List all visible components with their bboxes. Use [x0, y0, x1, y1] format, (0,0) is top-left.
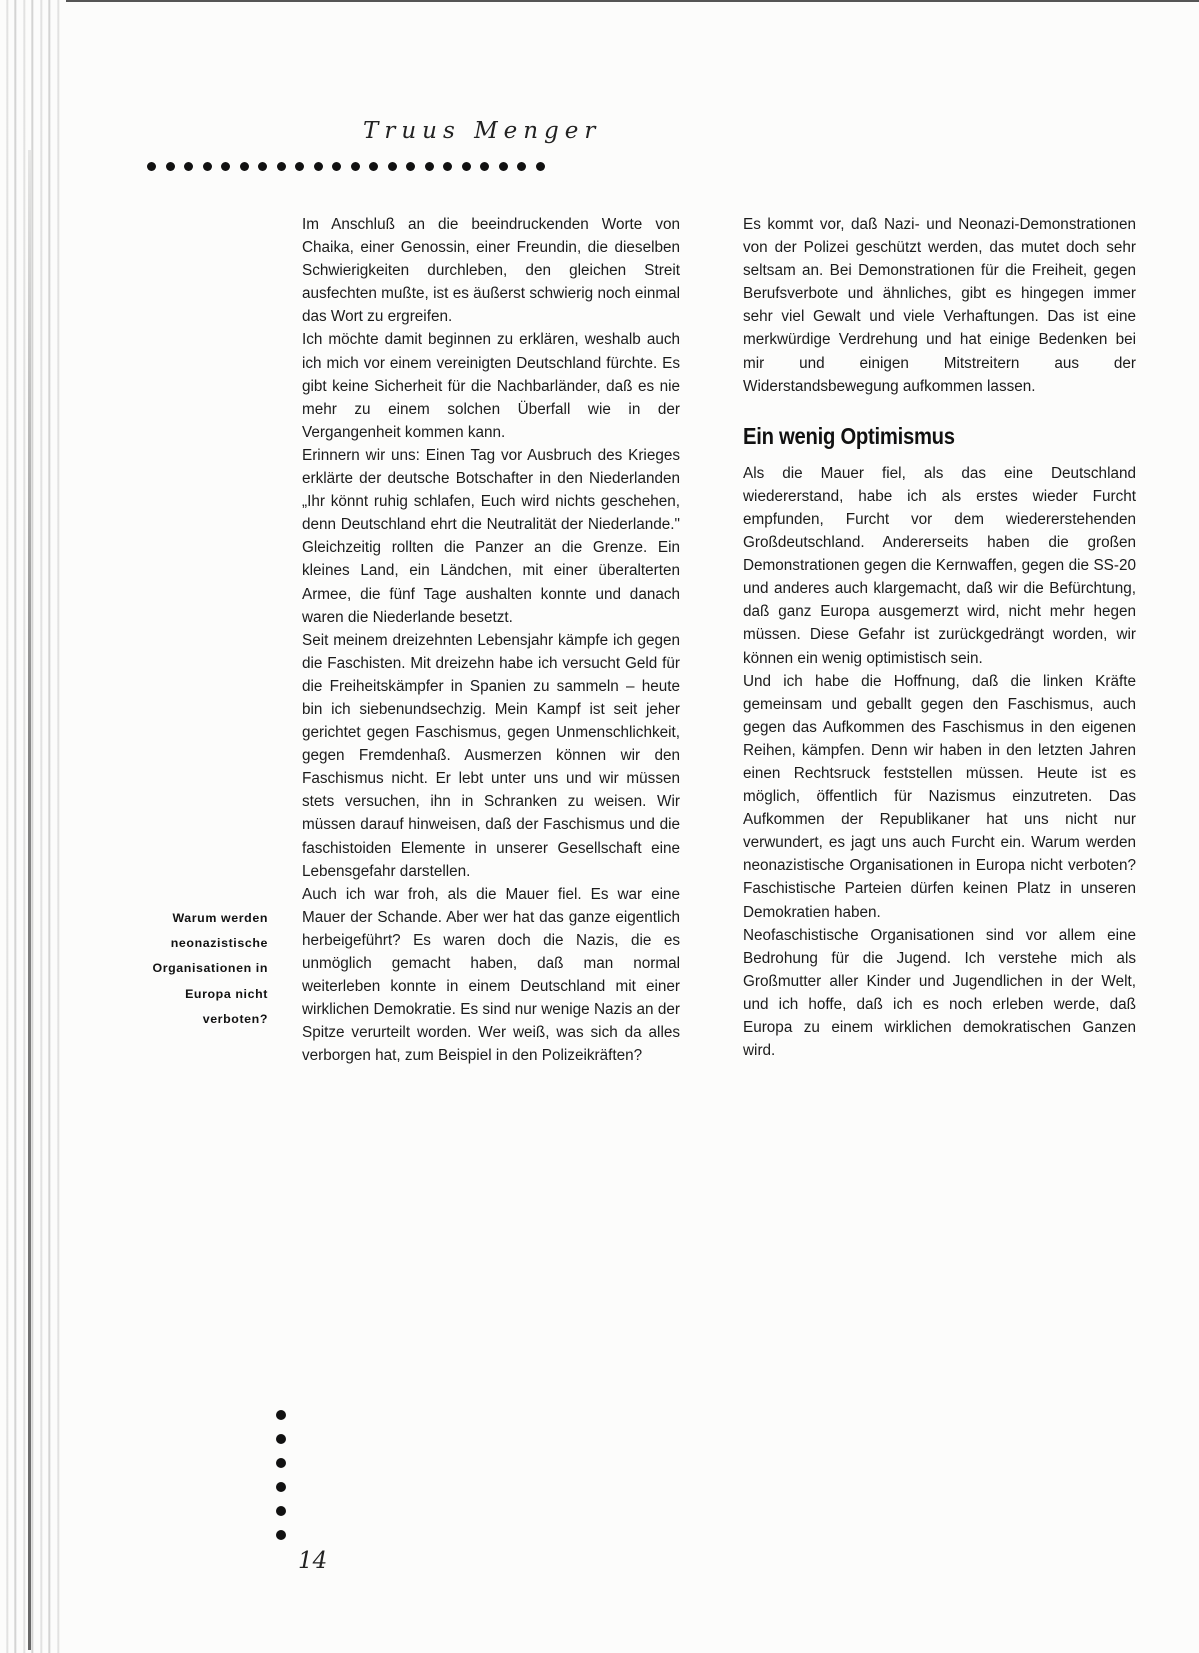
- ornament-dot: [369, 162, 378, 171]
- ornament-dot: [184, 162, 193, 171]
- ornament-dot: [295, 162, 304, 171]
- ornament-dot: [388, 162, 397, 171]
- page-number: 14: [298, 1548, 328, 1574]
- ornament-dot: [517, 162, 526, 171]
- ornament-dot: [314, 162, 323, 171]
- paragraph: Erinnern wir uns: Einen Tag vor Ausbruch des Krieges erklärte der deutsche Botschafter in den Niederlanden „Ihr könnt ruhig schlafen, Euch wird nichts geschehen, denn Deutschland ehrt die Neutralität der Niederlande." Gleichzeitig rollten die Panzer an die Grenze. Ein kleines Land, ein Ländchen, mit einer überalterten Armee, die fünf Tage aushalten konnte und danach waren die Niederlande besetzt.: [302, 446, 680, 626]
- ornament-dot: [166, 162, 175, 171]
- paragraph: Und ich habe die Hoffnung, daß die linken Kräfte gemeinsam und geballt gegen den Faschismus, auch gegen das Aufkommen des Faschismus in den eigenen Reihen, kämpfen. Denn wir haben in den letzten Jahren einen Rechtsruck feststellen müssen. Heute ist es möglich, öffentlich für Nazismus einzutreten. Das Aufkommen der Republikaner hat uns nicht nur verwundert, es jagt uns auch Furcht ein. Warum werden neonazistische Organisationen in Europa nicht verboten? Faschistische Parteien dürfen keinen Platz in unseren Demokratien haben.: [743, 672, 1136, 921]
- ornament-dot: [425, 162, 434, 171]
- ornament-dot: [276, 1410, 286, 1420]
- ornament-dot: [443, 162, 452, 171]
- ornament-dot: [480, 162, 489, 171]
- ornament-dot: [276, 1458, 286, 1468]
- ornament-dot: [276, 1434, 286, 1444]
- ornament-dot: [351, 162, 360, 171]
- ornament-dot: [499, 162, 508, 171]
- top-rule: [66, 0, 1199, 2]
- ornament-dot: [462, 162, 471, 171]
- ornament-dot: [203, 162, 212, 171]
- paragraph: Im Anschluß an die beeindruckenden Worte von Chaika, einer Genossin, einer Freundin, die dieselben Schwierigkeiten durchleben, den gleichen Streit ausfechten mußte, ist es äußerst schwierig noch einmal das Wort zu ergreifen.: [302, 216, 680, 326]
- ornament-dot: [332, 162, 341, 171]
- scan-edge-artifact: [0, 0, 60, 1653]
- section-heading: Ein wenig Optimismus: [743, 422, 955, 449]
- paragraph: Neofaschistische Organisationen sind vor allem eine Bedrohung für die Jugend. Ich verstehe mich als Großmutter aller Kinder und Jugendlichen in der Welt, und ich hoffe, daß ich es noch erleben werde, daß Europa zu einem wirklichen demokratischen Ganzen wird.: [743, 926, 1136, 1060]
- header-dot-row: [147, 162, 545, 171]
- ornament-dot: [258, 162, 267, 171]
- paragraph: Als die Mauer fiel, als das eine Deutschland wiedererstand, habe ich als erstes wieder Furcht empfunden, Furcht vor dem wiedererstehenden Großdeutschland. Andererseits haben die großen Demonstrationen gegen die Kernwaffen, gegen die SS-20 und anderes auch klargemacht, daß wir die Befürchtung, daß ganz Europa ausgemerzt wird, nicht mehr hegen müssen. Diese Gefahr ist zurückgedrängt worden, wir können ein wenig optimistisch sein.: [743, 464, 1136, 667]
- ornament-dot: [276, 1482, 286, 1492]
- ornament-dot: [536, 162, 545, 171]
- ornament-dot: [406, 162, 415, 171]
- margin-note: Warum werden neonazistische Organisationen in Europa nicht verboten?: [152, 911, 268, 1026]
- paragraph: Auch ich war froh, als die Mauer fiel. Es war eine Mauer der Schande. Aber wer hat das ganze eigentlich herbeigeführt? Es waren doch die Nazis, die es unmöglich gemacht haben, daß man normal weiterleben konnte in einem Deutschland mit einer wirklichen Demokratie. Es sind nur wenige Nazis an der Spitze verurteilt worden. Wer weiß, was sich da alles verborgen hat, zum Beispiel in den Polizeikräften?: [302, 885, 680, 1065]
- right-column: [743, 213, 1136, 1062]
- ornament-dot: [221, 162, 230, 171]
- ornament-dot: [276, 1506, 286, 1516]
- author-name: Truus Menger: [363, 118, 602, 144]
- ornament-dot: [240, 162, 249, 171]
- paragraph: Ich möchte damit beginnen zu erklären, weshalb auch ich mich vor einem vereinigten Deutschland fürchte. Es gibt keine Sicherheit für die Nachbarländer, daß es nie mehr zu einem solchen Überfall wie in der Vergangenheit kommen kann.: [302, 331, 680, 441]
- paragraph: Seit meinem dreizehnten Lebensjahr kämpfe ich gegen die Faschisten. Mit dreizehn habe ich versucht Geld für die Freiheitskämpfer in Spanien zu sammeln – heute bin ich siebenundsechzig. Mein Kampf ist seit jeher gerichtet gegen Faschismus, gegen Unmenschlichkeit, gegen Fremdenhaß. Ausmerzen können wir den Faschismus nicht. Er lebt unter uns und wir müssen stets versuchen, ihn in Schranken zu weisen. Wir müssen darauf hinweisen, daß der Faschismus und die faschistoiden Elemente in unserer Gesellschaft eine Lebensgefahr darstellen.: [302, 631, 680, 880]
- ornament-dot: [147, 162, 156, 171]
- ornament-dot: [277, 162, 286, 171]
- footer-dot-column: [276, 1410, 286, 1540]
- ornament-dot: [276, 1530, 286, 1540]
- paragraph: Es kommt vor, daß Nazi- und Neonazi-Demonstrationen von der Polizei geschützt werden, das mutet doch sehr seltsam an. Bei Demonstrationen für die Freiheit, gegen Berufsverbote und ähnliches, gibt es hingegen immer sehr viel Gewalt und viele Verhaftungen. Das ist eine merkwürdige Verdrehung und hat einige Bedenken bei mir und einigen Mitstreitern aus der Widerstandsbewegung aufkommen lassen.: [743, 216, 1136, 395]
- left-column: [302, 213, 680, 1067]
